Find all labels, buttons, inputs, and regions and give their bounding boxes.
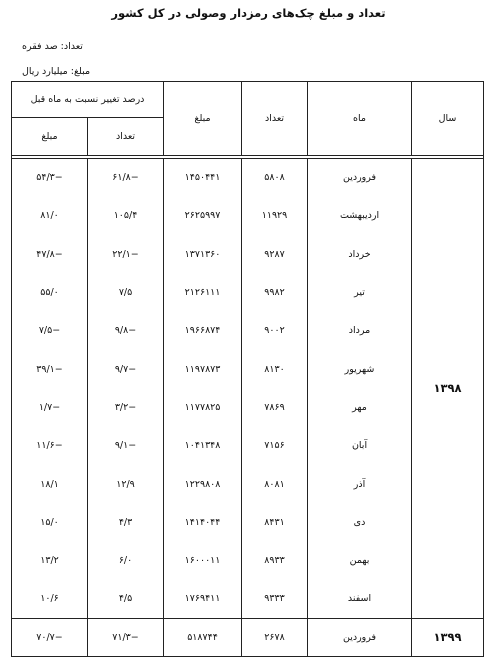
count-cell: ۸۹۳۳ bbox=[242, 541, 308, 579]
pct-amount-cell: −۴۷/۸ bbox=[12, 235, 88, 273]
amount-cell: ۱۳۷۱۳۶۰ bbox=[164, 235, 242, 273]
pct-amount-cell: ۱۳/۲ bbox=[12, 541, 88, 579]
pct-count-cell: ۱۲/۹ bbox=[88, 465, 164, 503]
report-title: تعداد و مبلغ چک‌های رمزدار وصولی در کل کشور bbox=[111, 6, 386, 20]
pct-amount-cell: −۱۱/۶ bbox=[12, 427, 88, 465]
pct-amount-cell: ۱۰/۶ bbox=[12, 580, 88, 618]
count-unit-note: تعداد: صد فقره bbox=[22, 41, 83, 52]
pct-amount-cell: −۱/۷ bbox=[12, 388, 88, 426]
month-cell: خرداد bbox=[308, 235, 412, 273]
month-cell: تیر bbox=[308, 273, 412, 311]
pct-amount-cell: −۷/۵ bbox=[12, 312, 88, 350]
year-cell: ۱۳۹۸ bbox=[412, 159, 484, 619]
amount-cell: ۱۰۴۱۳۴۸ bbox=[164, 427, 242, 465]
month-cell: آذر bbox=[308, 465, 412, 503]
pct-count-cell: ۴/۳ bbox=[88, 503, 164, 541]
header-pct-count: تعداد bbox=[88, 118, 164, 156]
pct-count-cell: −۹/۱ bbox=[88, 427, 164, 465]
count-cell: ۷۱۵۶ bbox=[242, 427, 308, 465]
amount-cell: ۵۱۸۷۴۴ bbox=[164, 618, 242, 656]
amount-cell: ۱۹۶۶۸۷۴ bbox=[164, 312, 242, 350]
count-cell: ۹۲۸۷ bbox=[242, 235, 308, 273]
month-cell: مرداد bbox=[308, 312, 412, 350]
pct-amount-cell: −۳۹/۱ bbox=[12, 350, 88, 388]
pct-count-cell: −۷۱/۳ bbox=[88, 618, 164, 656]
count-cell: ۸۰۸۱ bbox=[242, 465, 308, 503]
count-cell: ۸۴۳۱ bbox=[242, 503, 308, 541]
amount-cell: ۲۶۲۵۹۹۷ bbox=[164, 197, 242, 235]
pct-count-cell: −۹/۸ bbox=[88, 312, 164, 350]
month-cell: آبان bbox=[308, 427, 412, 465]
count-cell: ۸۱۳۰ bbox=[242, 350, 308, 388]
count-cell: ۷۸۶۹ bbox=[242, 388, 308, 426]
year-cell: ۱۳۹۹ bbox=[412, 618, 484, 656]
pct-amount-cell: ۱۸/۱ bbox=[12, 465, 88, 503]
header-pct-amount: مبلغ bbox=[12, 118, 88, 156]
count-cell: ۹۹۸۲ bbox=[242, 273, 308, 311]
pct-amount-cell: −۵۴/۳ bbox=[12, 159, 88, 197]
month-cell: فروردین bbox=[308, 159, 412, 197]
amount-cell: ۱۲۲۹۸۰۸ bbox=[164, 465, 242, 503]
amount-unit-note: مبلغ: میلیارد ریال bbox=[22, 66, 91, 77]
month-cell: اردیبهشت bbox=[308, 197, 412, 235]
month-cell: اسفند bbox=[308, 580, 412, 618]
pct-count-cell: −۶۱/۸ bbox=[88, 159, 164, 197]
header-count: تعداد bbox=[242, 82, 308, 156]
amount-cell: ۲۱۲۶۱۱۱ bbox=[164, 273, 242, 311]
pct-amount-cell: −۷۰/۷ bbox=[12, 618, 88, 656]
month-cell: شهریور bbox=[308, 350, 412, 388]
pct-count-cell: −۹/۷ bbox=[88, 350, 164, 388]
pct-count-cell: ۶/۰ bbox=[88, 541, 164, 579]
pct-amount-cell: ۱۵/۰ bbox=[12, 503, 88, 541]
pct-count-cell: −۳/۲ bbox=[88, 388, 164, 426]
month-cell: مهر bbox=[308, 388, 412, 426]
month-cell: بهمن bbox=[308, 541, 412, 579]
amount-cell: ۱۷۶۹۴۱۱ bbox=[164, 580, 242, 618]
amount-cell: ۱۴۱۴۰۴۴ bbox=[164, 503, 242, 541]
count-cell: ۹۰۰۲ bbox=[242, 312, 308, 350]
month-cell: فروردین bbox=[308, 618, 412, 656]
pct-count-cell: ۱۰۵/۴ bbox=[88, 197, 164, 235]
amount-cell: ۱۴۵۰۴۴۱ bbox=[164, 159, 242, 197]
table-row bbox=[12, 618, 484, 656]
count-cell: ۹۳۳۳ bbox=[242, 580, 308, 618]
header-year: سال bbox=[412, 82, 484, 156]
amount-cell: ۱۶۰۰۰۱۱ bbox=[164, 541, 242, 579]
count-cell: ۱۱۹۲۹ bbox=[242, 197, 308, 235]
month-cell: دی bbox=[308, 503, 412, 541]
header-month: ماه bbox=[308, 82, 412, 156]
amount-cell: ۱۱۷۷۸۲۵ bbox=[164, 388, 242, 426]
header-pct-group: درصد تغییر نسبت به ماه قبل bbox=[12, 82, 164, 118]
amount-cell: ۱۱۹۷۸۷۳ bbox=[164, 350, 242, 388]
pct-count-cell: ۴/۵ bbox=[88, 580, 164, 618]
header-amount: مبلغ bbox=[164, 82, 242, 156]
pct-count-cell: −۲۲/۱ bbox=[88, 235, 164, 273]
cheques-table bbox=[11, 81, 484, 657]
pct-amount-cell: ۵۵/۰ bbox=[12, 273, 88, 311]
table-row bbox=[12, 159, 484, 197]
pct-count-cell: ۷/۵ bbox=[88, 273, 164, 311]
count-cell: ۵۸۰۸ bbox=[242, 159, 308, 197]
pct-amount-cell: ۸۱/۰ bbox=[12, 197, 88, 235]
count-cell: ۲۶۷۸ bbox=[242, 618, 308, 656]
